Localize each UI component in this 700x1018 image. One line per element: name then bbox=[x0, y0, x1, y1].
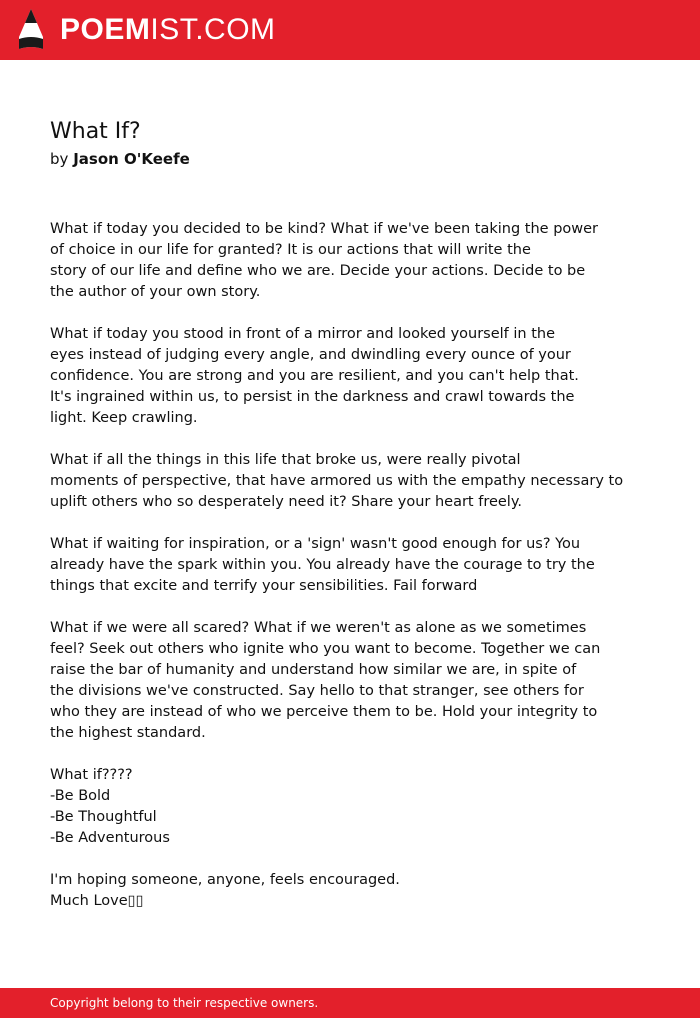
copyright-notice: Copyright belong to their respective owners. bbox=[50, 996, 319, 1010]
logo-wordmark bbox=[60, 9, 276, 51]
poem-line: already have the spark within you. You already have the courage to try the bbox=[50, 557, 595, 573]
logo-wordmark-strong: POEM bbox=[60, 13, 151, 46]
stanza bbox=[50, 534, 650, 597]
poem-line: moments of perspective, that have armored us with the empathy necessary to bbox=[50, 473, 624, 489]
poem-line: What if we were all scared? What if we weren't as alone as we sometimes bbox=[50, 620, 587, 636]
poem-line: -Be Thoughtful bbox=[50, 809, 157, 825]
poem-line: who they are instead of who we perceive them to be. Hold your integrity to bbox=[50, 704, 598, 720]
poem-line: What if waiting for inspiration, or a 'sign' wasn't good enough for us? You bbox=[50, 536, 581, 552]
logo-wordmark-light: IST.COM bbox=[150, 13, 276, 46]
poem-line: raise the bar of humanity and understand how similar we are, in spite of bbox=[50, 662, 577, 678]
stanza bbox=[50, 450, 650, 513]
stanza bbox=[50, 324, 650, 429]
by-label: by bbox=[50, 150, 69, 168]
site-footer bbox=[0, 988, 700, 1018]
poem-line: What if???? bbox=[50, 767, 133, 783]
stanza bbox=[50, 618, 650, 744]
poem-line: feel? Seek out others who ignite who you want to become. Together we can bbox=[50, 641, 601, 657]
poem-line: What if today you stood in front of a mirror and looked yourself in the bbox=[50, 326, 556, 342]
stanza bbox=[50, 219, 650, 303]
poem-line: eyes instead of judging every angle, and dwindling every ounce of your bbox=[50, 347, 571, 363]
poem-line: story of our life and define who we are. Decide your actions. Decide to be bbox=[50, 263, 586, 279]
poem-line: the author of your own story. bbox=[50, 284, 261, 300]
poem-line: of choice in our life for granted? It is our actions that will write the bbox=[50, 242, 531, 258]
stanza bbox=[50, 870, 650, 912]
poem-line: confidence. You are strong and you are resilient, and you can't help that. bbox=[50, 368, 579, 384]
poem-line: -Be Bold bbox=[50, 788, 111, 804]
poem-line: the divisions we've constructed. Say hello to that stranger, see others for bbox=[50, 683, 584, 699]
poem-line: Much Love▯▯ bbox=[50, 893, 144, 909]
poem-line: What if today you decided to be kind? What if we've been taking the power bbox=[50, 221, 599, 237]
poem-body bbox=[50, 219, 650, 933]
poem-line: uplift others who so desperately need it? Share your heart freely. bbox=[50, 494, 522, 510]
poem-author[interactable]: Jason O'Keefe bbox=[73, 150, 190, 168]
poem-line: I'm hoping someone, anyone, feels encouraged. bbox=[50, 872, 400, 888]
poem-line: -Be Adventurous bbox=[50, 830, 170, 846]
stanza bbox=[50, 765, 650, 849]
poem-byline bbox=[50, 148, 190, 170]
poem-title: What If? bbox=[50, 119, 141, 144]
poem-line: the highest standard. bbox=[50, 725, 206, 741]
poem-line: What if all the things in this life that broke us, were really pivotal bbox=[50, 452, 521, 468]
poem-line: It's ingrained within us, to persist in the darkness and crawl towards the bbox=[50, 389, 575, 405]
pencil-tip-icon bbox=[18, 9, 44, 51]
site-header bbox=[0, 0, 700, 60]
poem-line: things that excite and terrify your sensibilities. Fail forward bbox=[50, 578, 478, 594]
site-logo[interactable] bbox=[18, 9, 276, 51]
poem-line: light. Keep crawling. bbox=[50, 410, 198, 426]
